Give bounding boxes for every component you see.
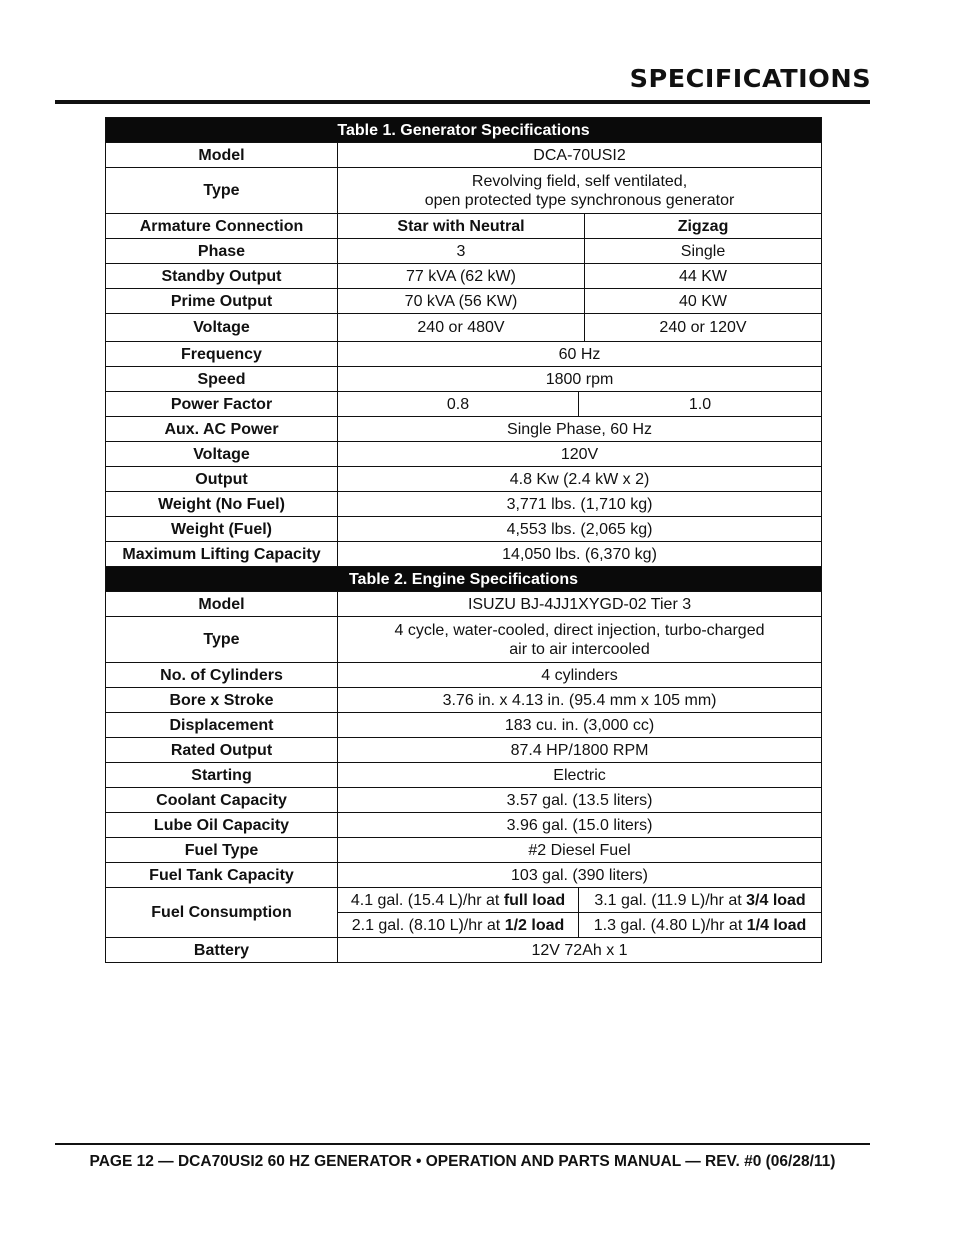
table-row: [106, 168, 822, 214]
row-value: 183 cu. in. (3,000 cc): [338, 713, 822, 738]
row-label: Fuel Tank Capacity: [106, 863, 338, 888]
row-value: ISUZU BJ-4JJ1XYGD-02 Tier 3: [338, 592, 822, 617]
row-value: Electric: [338, 763, 822, 788]
row-value: 103 gal. (390 liters): [338, 863, 822, 888]
table-row: [106, 863, 822, 888]
table-row: [106, 492, 822, 517]
type-line-1: 4 cycle, water-cooled, direct injection, turbo-charged: [394, 621, 765, 639]
table-row: [106, 517, 822, 542]
table-row: [106, 467, 822, 492]
table-row: [106, 214, 822, 239]
type-line-1: Revolving field, self ventilated,: [471, 172, 688, 190]
consumption-load: 1/4 load: [746, 916, 807, 934]
consumption-rate: 3.1 gal. (11.9 L)/hr at: [594, 891, 742, 909]
table-row: [106, 417, 822, 442]
table-row: [106, 392, 822, 417]
row-label: Frequency: [106, 342, 338, 367]
row-value: [338, 617, 822, 663]
table-row: [106, 888, 822, 913]
row-label: Weight (No Fuel): [106, 492, 338, 517]
table-row: [106, 738, 822, 763]
row-label: Voltage: [106, 442, 338, 467]
table-row: [106, 542, 822, 567]
table-row: [106, 838, 822, 863]
generator-table-caption: Table 1. Generator Specifications: [106, 118, 822, 143]
table-row: [106, 663, 822, 688]
row-value-a: 70 kVA (56 KW): [338, 289, 585, 314]
table-row: [106, 763, 822, 788]
table-row: [106, 442, 822, 467]
row-value: 120V: [338, 442, 822, 467]
row-label: Prime Output: [106, 289, 338, 314]
row-value: 3,771 lbs. (1,710 kg): [338, 492, 822, 517]
row-label: Displacement: [106, 713, 338, 738]
table-row: [106, 617, 822, 663]
row-label: Phase: [106, 239, 338, 264]
row-value: 3.57 gal. (13.5 liters): [338, 788, 822, 813]
row-label: Fuel Type: [106, 838, 338, 863]
table-row: [106, 367, 822, 392]
fuel-consumption-half: [338, 913, 579, 938]
row-label: Coolant Capacity: [106, 788, 338, 813]
row-label: Speed: [106, 367, 338, 392]
type-line-2: air to air intercooled: [509, 640, 650, 658]
row-value: Single Phase, 60 Hz: [338, 417, 822, 442]
row-label: Type: [106, 168, 338, 214]
row-label: Starting: [106, 763, 338, 788]
row-label: Weight (Fuel): [106, 517, 338, 542]
row-label: Maximum Lifting Capacity: [106, 542, 338, 567]
row-label: Bore x Stroke: [106, 688, 338, 713]
row-value: 4 cylinders: [338, 663, 822, 688]
row-label: Battery: [106, 938, 338, 963]
row-value: 4,553 lbs. (2,065 kg): [338, 517, 822, 542]
row-value-a: 3: [338, 239, 585, 264]
row-value-a: 240 or 480V: [338, 314, 585, 342]
table-row: [106, 342, 822, 367]
consumption-load: 3/4 load: [746, 891, 806, 909]
table-row: [106, 688, 822, 713]
row-label: Rated Output: [106, 738, 338, 763]
row-label: Fuel Consumption: [106, 888, 338, 938]
table-row: [106, 813, 822, 838]
row-label: Armature Connection: [106, 214, 338, 239]
row-value: 3.76 in. x 4.13 in. (95.4 mm x 105 mm): [338, 688, 822, 713]
fuel-consumption-full: [338, 888, 579, 913]
consumption-rate: 4.1 gal. (15.4 L)/hr at: [350, 891, 500, 909]
fuel-consumption-three-quarter: [579, 888, 822, 913]
row-label: Aux. AC Power: [106, 417, 338, 442]
row-value-a: 77 kVA (62 kW): [338, 264, 585, 289]
row-value: [338, 168, 822, 214]
row-value-b: Single: [585, 239, 822, 264]
row-value-a: 0.8: [338, 392, 579, 417]
row-value: 12V 72Ah x 1: [338, 938, 822, 963]
table-row: [106, 143, 822, 168]
table-row: [106, 314, 822, 342]
row-label: No. of Cylinders: [106, 663, 338, 688]
row-value: 1800 rpm: [338, 367, 822, 392]
bottom-divider: [55, 1143, 870, 1145]
row-value: 87.4 HP/1800 RPM: [338, 738, 822, 763]
table-row: [106, 264, 822, 289]
type-line-2: open protected type synchronous generator: [424, 191, 735, 209]
row-label: Type: [106, 617, 338, 663]
consumption-rate: 1.3 gal. (4.80 L)/hr at: [593, 916, 743, 934]
row-value: 60 Hz: [338, 342, 822, 367]
table-row: [106, 788, 822, 813]
table-row: [106, 592, 822, 617]
table-row: [106, 289, 822, 314]
row-label: Power Factor: [106, 392, 338, 417]
row-label: Model: [106, 143, 338, 168]
table-row: [106, 239, 822, 264]
consumption-load: 1/2 load: [504, 916, 565, 934]
row-value-b: 1.0: [579, 392, 822, 417]
row-label: Output: [106, 467, 338, 492]
fuel-consumption-quarter: [579, 913, 822, 938]
row-label: Lube Oil Capacity: [106, 813, 338, 838]
table-row: [106, 938, 822, 963]
consumption-load: full load: [503, 891, 566, 909]
row-value-b: Zigzag: [585, 214, 822, 239]
row-value: 14,050 lbs. (6,370 kg): [338, 542, 822, 567]
row-value: 4.8 Kw (2.4 kW x 2): [338, 467, 822, 492]
row-label: Voltage: [106, 314, 338, 342]
row-value-b: 240 or 120V: [585, 314, 822, 342]
row-label: Standby Output: [106, 264, 338, 289]
row-value: DCA-70USI2: [338, 143, 822, 168]
row-value: #2 Diesel Fuel: [338, 838, 822, 863]
engine-table-caption: Table 2. Engine Specifications: [106, 567, 822, 592]
table-row: [106, 713, 822, 738]
table-caption-row: [106, 567, 822, 592]
row-value: 3.96 gal. (15.0 liters): [338, 813, 822, 838]
row-value-b: 44 KW: [585, 264, 822, 289]
specifications-table: [105, 117, 822, 963]
page-footer: PAGE 12 — DCA70USI2 60 HZ GENERATOR • OPERATION AND PARTS MANUAL — REV. #0 (06/28/11): [89, 1153, 836, 1170]
row-label: Model: [106, 592, 338, 617]
page-title: SPECIFICATIONS: [629, 64, 872, 93]
table-caption-row: [106, 118, 822, 143]
top-divider: [55, 100, 870, 104]
row-value-a: Star with Neutral: [338, 214, 585, 239]
consumption-rate: 2.1 gal. (8.10 L)/hr at: [351, 916, 501, 934]
row-value-b: 40 KW: [585, 289, 822, 314]
